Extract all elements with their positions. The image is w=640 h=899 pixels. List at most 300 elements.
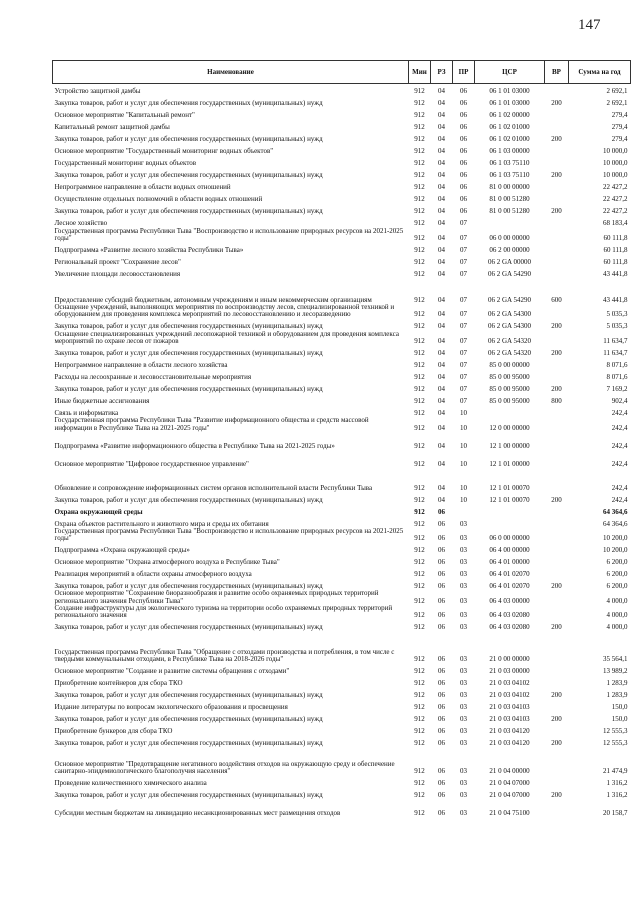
table-row — [53, 528, 631, 543]
row-min: 912 — [414, 99, 425, 108]
table-row — [53, 96, 631, 108]
row-pr: 06 — [460, 99, 467, 108]
row-min: 912 — [414, 245, 425, 254]
row-csr: 06 1 02 01000 — [489, 135, 530, 144]
row-name: Закупка товаров, работ и услуг для обеспечения государственных (муниципальных) нужд — [54, 348, 323, 357]
row-pr: 07 — [460, 384, 467, 393]
row-csr: 06 1 03 75110 — [489, 171, 530, 180]
table-row — [53, 108, 631, 120]
table-row — [53, 84, 631, 96]
row-name: Закупка товаров, работ и услуг для обеспечения государственных (муниципальных) нужд — [54, 715, 323, 724]
row-name: Закупка товаров, работ и услуг для обеспечения государственных (муниципальных) нужд — [54, 135, 323, 144]
row-vr: 800 — [551, 396, 562, 405]
row-rz: 06 — [438, 623, 445, 632]
row-pr: 03 — [460, 546, 467, 555]
row-sum: 10 200,0 — [603, 534, 628, 543]
row-csr: 06 1 02 01000 — [489, 123, 530, 132]
row-pr: 03 — [460, 727, 467, 736]
row-sum: 60 111,8 — [603, 257, 628, 266]
row-name: Закупка товаров, работ и услуг для обеспечения государственных (муниципальных) нужд — [54, 691, 323, 700]
row-sum: 68 183,4 — [603, 219, 628, 228]
row-csr: 06 0 00 00000 — [489, 233, 530, 242]
row-name: Закупка товаров, работ и услуг для обеспечения государственных (муниципальных) нужд — [54, 171, 323, 180]
row-name: Связь и информатика — [54, 408, 119, 417]
row-min: 912 — [414, 310, 425, 319]
row-sum: 4 000,0 — [606, 596, 628, 605]
row-sum: 1 316,2 — [606, 791, 628, 800]
row-pr — [453, 504, 475, 516]
row-csr: 06 4 01 02070 — [489, 582, 530, 591]
row-vr — [545, 776, 569, 788]
row-pr: 07 — [460, 322, 467, 331]
table-row — [53, 381, 631, 393]
header-name: Наименование — [53, 61, 409, 84]
row-pr: 10 — [460, 423, 467, 432]
row-name: Расходы на лесоохранные и лесовосстановительные мероприятия — [54, 372, 252, 381]
row-name: Закупка товаров, работ и услуг для обеспечения государственных (муниципальных) нужд — [54, 582, 323, 591]
row-csr: 21 0 04 75100 — [489, 809, 530, 818]
row-pr: 06 — [460, 159, 467, 168]
table-row — [53, 566, 631, 578]
header-vr: ВР — [545, 61, 569, 84]
row-rz: 04 — [438, 147, 445, 156]
row-rz: 04 — [438, 195, 445, 204]
row-pr: 03 — [460, 779, 467, 788]
row-name: Устройство защитной дамбы — [54, 87, 141, 96]
row-pr: 03 — [460, 703, 467, 712]
row-name: Государственная программа Республики Тыва "Воспроизводство и использование природных ресурсов на 2021-2025 годы" — [54, 227, 404, 242]
row-sum: 20 158,7 — [603, 809, 628, 818]
row-pr: 07 — [460, 245, 467, 254]
row-rz: 04 — [438, 99, 445, 108]
row-rz: 06 — [438, 596, 445, 605]
row-rz: 04 — [438, 336, 445, 345]
row-sum: 10 200,0 — [603, 546, 628, 555]
row-rz: 04 — [438, 135, 445, 144]
row-rz: 06 — [438, 767, 445, 776]
row-min: 912 — [414, 507, 425, 516]
row-pr: 03 — [460, 570, 467, 579]
row-csr: 06 1 03 75110 — [489, 159, 530, 168]
row-vr — [545, 554, 569, 566]
row-pr: 03 — [460, 715, 467, 724]
row-sum: 64 364,6 — [603, 507, 628, 516]
row-min: 912 — [414, 348, 425, 357]
row-csr: 06 2 GA 54290 — [488, 269, 531, 278]
row-sum: 43 441,8 — [603, 269, 628, 278]
row-vr — [545, 516, 569, 528]
row-sum: 150,0 — [611, 715, 628, 724]
row-vr — [545, 144, 569, 156]
page-number: 147 — [578, 17, 601, 33]
row-rz: 06 — [438, 703, 445, 712]
row-vr — [545, 216, 569, 228]
row-vr — [545, 542, 569, 554]
table-row — [53, 516, 631, 528]
row-rz: 06 — [438, 534, 445, 543]
row-min: 912 — [414, 207, 425, 216]
row-pr: 03 — [460, 582, 467, 591]
row-sum: 21 474,9 — [603, 767, 628, 776]
row-name: Государственная программа Республики Тыва "Развитие информационного общества и средств массовой информации в Республике Тыва на 2021-2025 годы" — [54, 417, 369, 432]
row-rz: 06 — [438, 570, 445, 579]
row-sum: 5 035,3 — [606, 322, 628, 331]
row-sum: 13 989,2 — [603, 667, 628, 676]
row-rz: 04 — [438, 219, 445, 228]
row-rz: 04 — [438, 257, 445, 266]
row-name: Закупка товаров, работ и услуг для обеспечения государственных (муниципальных) нужд — [54, 322, 323, 331]
row-min: 912 — [414, 703, 425, 712]
row-name: Государственная программа Республики Тыва "Воспроизводство и использование природных ресурсов на 2021-2025 годы" — [54, 527, 404, 543]
table-row — [53, 319, 631, 331]
row-sum: 242,4 — [611, 441, 628, 450]
row-sum: 22 427,2 — [603, 183, 628, 192]
row-sum: 1 283,9 — [606, 679, 628, 688]
row-name: Основное мероприятие "Капитальный ремонт" — [54, 111, 195, 120]
row-csr: 21 0 00 00000 — [489, 655, 530, 664]
row-min: 912 — [414, 809, 425, 818]
row-sum: 4 000,0 — [606, 623, 628, 632]
row-csr: 06 1 01 03000 — [489, 87, 530, 96]
row-min: 912 — [414, 655, 425, 664]
row-vr — [545, 632, 569, 664]
row-sum: 10 000,0 — [603, 171, 628, 180]
row-vr — [545, 304, 569, 319]
table-row — [53, 542, 631, 554]
table-row — [53, 393, 631, 405]
row-name: Основное мероприятие "Предотвращение негативного воздействия отходов на окружающую среду и обеспечение санитарно-эпидемиологического благополучия населения" — [54, 760, 395, 776]
table-header — [53, 61, 631, 84]
row-csr: 21 0 03 04103 — [489, 703, 530, 712]
row-pr: 03 — [460, 655, 467, 664]
row-name: Охрана объектов растительного и животного мира и среды их обитания — [54, 519, 269, 528]
row-pr: 07 — [460, 295, 467, 304]
row-csr: 06 2 GA 54300 — [488, 310, 531, 319]
row-rz: 04 — [438, 171, 445, 180]
row-sum: 242,4 — [611, 483, 628, 492]
row-pr: 03 — [460, 519, 467, 528]
table-row — [53, 504, 631, 516]
row-name: Реализация мероприятий в области охраны атмосферного воздуха — [54, 570, 252, 579]
row-csr: 21 0 03 04103 — [489, 715, 530, 724]
row-rz: 04 — [438, 87, 445, 96]
row-rz: 04 — [438, 483, 445, 492]
row-pr: 06 — [460, 183, 467, 192]
row-vr — [545, 228, 569, 243]
table-row — [53, 450, 631, 468]
table-row — [53, 304, 631, 319]
row-sum: 6 200,0 — [606, 558, 628, 567]
row-pr: 06 — [460, 111, 467, 120]
row-pr: 10 — [460, 441, 467, 450]
row-vr — [545, 266, 569, 278]
row-rz: 04 — [438, 159, 445, 168]
row-name: Проведение количественного химического анализа — [54, 779, 207, 788]
row-name: Государственный мониторинг водных объектов — [54, 159, 197, 168]
table-row — [53, 736, 631, 748]
row-vr — [545, 450, 569, 468]
row-sum: 242,4 — [611, 408, 628, 417]
row-min: 912 — [414, 459, 425, 468]
row-csr: 81 0 00 00000 — [489, 183, 530, 192]
row-rz: 04 — [438, 295, 445, 304]
row-rz: 04 — [438, 245, 445, 254]
row-rz: 04 — [438, 310, 445, 319]
row-min: 912 — [414, 667, 425, 676]
row-min: 912 — [414, 257, 425, 266]
row-min: 912 — [414, 534, 425, 543]
row-vr: 200 — [551, 99, 562, 108]
row-name: Оснащение учреждений, выполняющих мероприятия по воспроизводству лесов, специализированной техникой и оборудованием для проведения комплекса мероприятий по лесовосстановлению и лесоразведению — [54, 304, 395, 319]
row-sum: 12 555,3 — [603, 739, 628, 748]
row-vr: 200 — [551, 322, 562, 331]
row-vr: 200 — [551, 691, 562, 700]
header-csr: ЦСР — [475, 61, 545, 84]
row-csr: 85 0 00 00000 — [489, 360, 530, 369]
table-row — [53, 788, 631, 800]
row-sum: 279,4 — [611, 111, 628, 120]
row-min: 912 — [414, 408, 425, 417]
row-sum: 10 000,0 — [603, 147, 628, 156]
row-name: Региональный проект "Сохранение лесов" — [54, 257, 181, 266]
row-pr: 07 — [460, 310, 467, 319]
row-vr — [545, 590, 569, 605]
row-sum: 6 200,0 — [606, 582, 628, 591]
row-name: Закупка товаров, работ и услуг для обеспечения государственных (муниципальных) нужд — [54, 384, 323, 393]
row-rz: 04 — [438, 396, 445, 405]
row-rz: 06 — [438, 655, 445, 664]
row-pr: 03 — [460, 791, 467, 800]
table-row — [53, 605, 631, 620]
header-min: Мин — [409, 61, 431, 84]
row-name: Приобретение контейнеров для сбора ТКО — [54, 679, 183, 688]
row-pr: 03 — [460, 558, 467, 567]
row-min: 912 — [414, 183, 425, 192]
row-sum: 242,4 — [611, 495, 628, 504]
row-min: 912 — [414, 691, 425, 700]
row-vr: 200 — [551, 582, 562, 591]
row-name: Предоставление субсидий бюджетным, автономным учреждениям и иным некоммерческим организациям — [54, 295, 372, 304]
row-min: 912 — [414, 596, 425, 605]
row-csr: 06 2 GA 54320 — [488, 348, 531, 357]
row-min: 912 — [414, 233, 425, 242]
row-csr: 06 4 03 02080 — [489, 623, 530, 632]
row-vr — [545, 180, 569, 192]
row-vr: 200 — [551, 715, 562, 724]
row-sum: 22 427,2 — [603, 195, 628, 204]
table-row — [53, 345, 631, 357]
row-csr: 06 4 03 00000 — [489, 596, 530, 605]
row-rz: 06 — [438, 791, 445, 800]
row-pr: 03 — [460, 739, 467, 748]
row-min: 912 — [414, 384, 425, 393]
row-name: Подпрограмма «Развитие лесного хозяйства Республики Тыва» — [54, 245, 244, 254]
row-min: 912 — [414, 295, 425, 304]
row-vr — [545, 748, 569, 776]
table-body — [53, 84, 631, 818]
row-pr: 10 — [460, 408, 467, 417]
table-row — [53, 369, 631, 381]
header-sum: Сумма на год — [569, 61, 631, 84]
row-csr: 06 4 03 02080 — [489, 611, 530, 620]
row-sum: 5 035,3 — [606, 310, 628, 319]
row-vr — [545, 156, 569, 168]
row-sum: 22 427,2 — [603, 207, 628, 216]
row-sum: 8 071,6 — [606, 372, 628, 381]
row-csr — [475, 405, 545, 417]
table-row — [53, 254, 631, 266]
row-min: 912 — [414, 495, 425, 504]
row-pr: 03 — [460, 596, 467, 605]
row-min: 912 — [414, 582, 425, 591]
row-rz: 06 — [438, 691, 445, 700]
row-rz: 04 — [438, 423, 445, 432]
row-min: 912 — [414, 372, 425, 381]
row-vr — [545, 357, 569, 369]
row-name: Капитальный ремонт защитной дамбы — [54, 123, 170, 132]
row-name: Издание литературы по вопросам экологического образования и просвещения — [54, 703, 288, 712]
row-vr — [545, 504, 569, 516]
row-min: 912 — [414, 396, 425, 405]
table-row — [53, 748, 631, 776]
row-pr: 03 — [460, 809, 467, 818]
row-rz: 06 — [438, 519, 445, 528]
row-sum: 242,4 — [611, 423, 628, 432]
row-csr: 12 1 01 00070 — [489, 495, 530, 504]
table-row — [53, 228, 631, 243]
row-csr: 06 1 02 00000 — [489, 111, 530, 120]
table-row — [53, 712, 631, 724]
row-vr — [545, 331, 569, 346]
row-name: Закупка товаров, работ и услуг для обеспечения государственных (муниципальных) нужд — [54, 207, 323, 216]
table-row — [53, 405, 631, 417]
row-sum: 2 692,1 — [606, 87, 628, 96]
row-sum: 279,4 — [611, 123, 628, 132]
table-row — [53, 168, 631, 180]
table-row — [53, 132, 631, 144]
row-min: 912 — [414, 360, 425, 369]
row-min: 912 — [414, 219, 425, 228]
row-name: Закупка товаров, работ и услуг для обеспечения государственных (муниципальных) нужд — [54, 791, 323, 800]
row-pr: 06 — [460, 207, 467, 216]
header-rz: РЗ — [431, 61, 453, 84]
row-pr: 10 — [460, 483, 467, 492]
row-sum: 6 200,0 — [606, 570, 628, 579]
table-row — [53, 144, 631, 156]
row-rz: 06 — [438, 582, 445, 591]
table-row — [53, 700, 631, 712]
row-pr: 07 — [460, 219, 467, 228]
row-pr: 07 — [460, 336, 467, 345]
row-rz: 06 — [438, 739, 445, 748]
row-name: Закупка товаров, работ и услуг для обеспечения государственных (муниципальных) нужд — [54, 99, 323, 108]
row-min: 912 — [414, 322, 425, 331]
row-min: 912 — [414, 558, 425, 567]
row-rz: 04 — [438, 207, 445, 216]
row-name: Создание инфраструктуры для экологического туризма на территории особо охраняемых природных территорий регионального значения — [54, 605, 393, 620]
row-min: 912 — [414, 483, 425, 492]
table-row — [53, 590, 631, 605]
row-name: Подпрограмма «Развитие информационного общества в Республике Тыва на 2021-2025 годы» — [54, 441, 335, 450]
row-rz: 04 — [438, 183, 445, 192]
row-csr: 21 0 04 07000 — [489, 791, 530, 800]
table-row — [53, 192, 631, 204]
row-min: 912 — [414, 159, 425, 168]
row-csr: 12 1 01 00070 — [489, 483, 530, 492]
table-row — [53, 357, 631, 369]
row-name: Оснащение специализированных учреждений лесопожарной техникой и оборудованием для проведения комплекса мероприятий по охране лесов от пожаров — [54, 330, 399, 345]
table-row — [53, 266, 631, 278]
row-rz: 04 — [438, 123, 445, 132]
row-csr: 06 4 01 02070 — [489, 570, 530, 579]
table-row — [53, 724, 631, 736]
row-sum: 10 000,0 — [603, 159, 628, 168]
row-rz: 06 — [438, 611, 445, 620]
row-min: 912 — [414, 111, 425, 120]
row-rz: 04 — [438, 322, 445, 331]
row-pr: 07 — [460, 233, 467, 242]
row-vr — [545, 369, 569, 381]
row-rz: 04 — [438, 233, 445, 242]
row-name: Основное мероприятие "Создание и развитие системы обращения с отходами" — [54, 667, 290, 676]
table-row — [53, 776, 631, 788]
row-pr: 10 — [460, 495, 467, 504]
row-pr: 06 — [460, 171, 467, 180]
row-vr — [545, 254, 569, 266]
row-pr: 10 — [460, 459, 467, 468]
row-name: Обновление и сопровождение информационных систем органов исполнительной власти Республики Тыва — [54, 483, 373, 492]
table-row — [53, 156, 631, 168]
row-rz: 06 — [438, 715, 445, 724]
row-vr — [545, 724, 569, 736]
row-rz: 04 — [438, 348, 445, 357]
table-row — [53, 120, 631, 132]
row-rz: 04 — [438, 372, 445, 381]
row-name: Увеличение площади лесовосстановления — [54, 269, 181, 278]
row-rz: 04 — [438, 441, 445, 450]
row-sum: 2 692,1 — [606, 99, 628, 108]
row-name: Основное мероприятие "Сохранение биоразнообразия и развитие особо охраняемых природных территорий регионального значения Республики Тыва" — [54, 590, 379, 605]
row-csr: 21 0 04 00000 — [489, 767, 530, 776]
row-rz: 04 — [438, 459, 445, 468]
row-min: 912 — [414, 623, 425, 632]
row-pr: 07 — [460, 269, 467, 278]
row-sum: 35 564,1 — [603, 655, 628, 664]
row-vr: 200 — [551, 207, 562, 216]
row-pr: 06 — [460, 123, 467, 132]
row-csr: 06 4 00 00000 — [489, 546, 530, 555]
table-row — [53, 417, 631, 432]
row-sum: 7 169,2 — [606, 384, 628, 393]
row-min: 912 — [414, 546, 425, 555]
row-min: 912 — [414, 336, 425, 345]
row-name: Подпрограмма «Охрана окружающей среды» — [54, 546, 190, 555]
row-sum: 8 071,6 — [606, 360, 628, 369]
row-name: Приобретение бункеров для сбора ТКО — [54, 727, 173, 736]
row-min: 912 — [414, 147, 425, 156]
row-pr: 03 — [460, 534, 467, 543]
row-vr — [545, 800, 569, 818]
row-pr: 06 — [460, 87, 467, 96]
row-csr: 06 2 GA 54300 — [488, 322, 531, 331]
row-min: 912 — [414, 791, 425, 800]
table-row — [53, 492, 631, 504]
row-csr: 21 0 03 04120 — [489, 739, 530, 748]
row-vr — [545, 120, 569, 132]
row-vr — [545, 405, 569, 417]
row-min: 912 — [414, 135, 425, 144]
row-vr — [545, 676, 569, 688]
